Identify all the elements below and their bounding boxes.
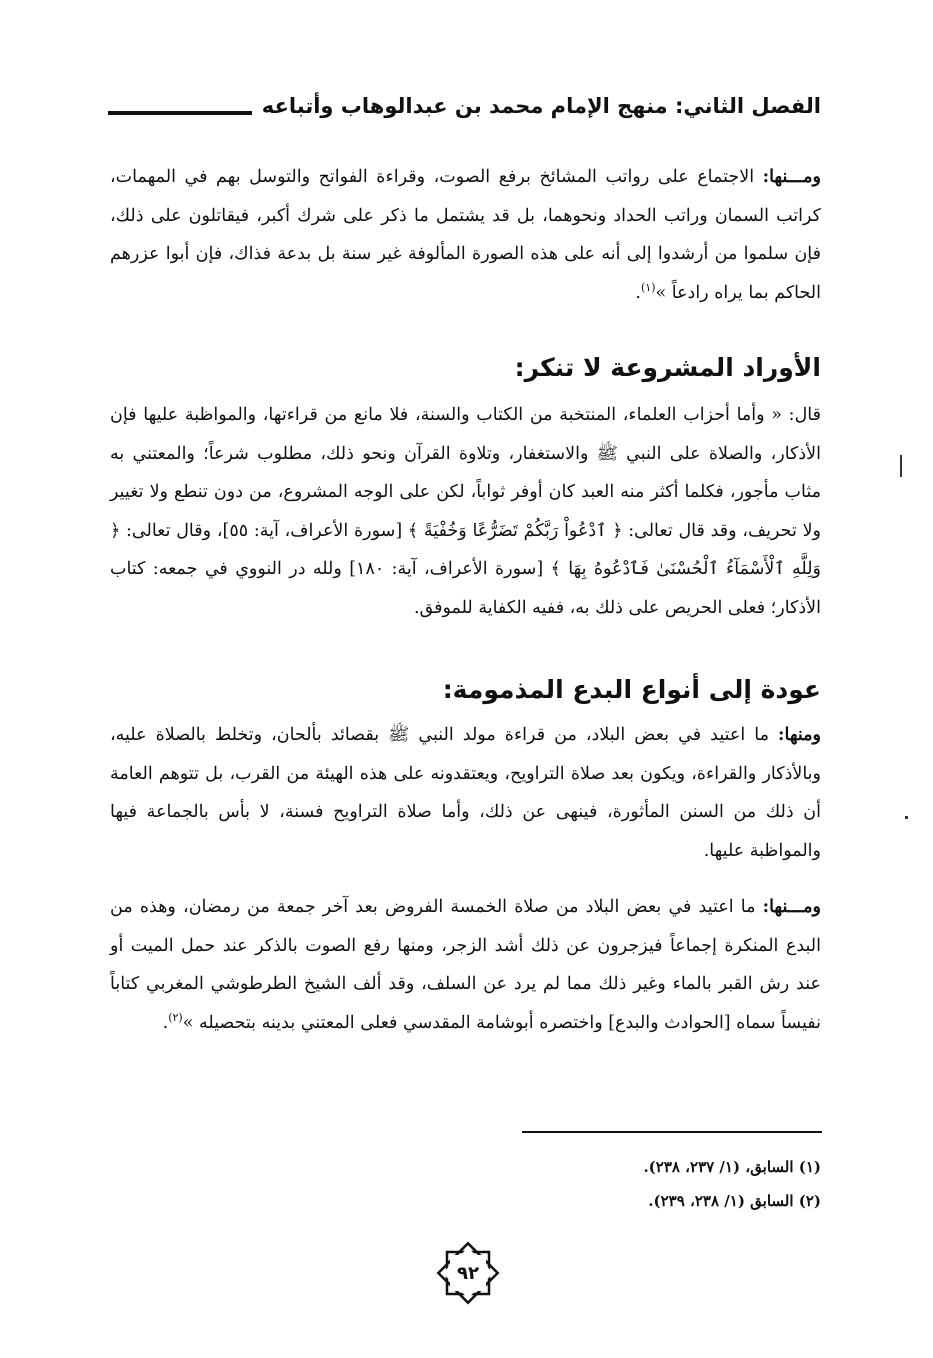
paragraph-1 <box>110 158 821 312</box>
paragraph-lead: ومـــنها: <box>762 897 821 917</box>
paragraph-4 <box>110 888 821 1042</box>
footnote-1: (١) السابق، (١/ ٢٣٧، ٢٣٨). <box>643 1158 821 1176</box>
paragraph-text: قال: « وأما أحزاب العلماء، المنتخبة من الكتاب والسنة، فلا مانع من قراءتها، والمواظبة عليها فإن الأذكار، والصلاة على النبي ﷺ والاستغفار، وتلاوة القرآن ونحو ذلك، مطلوب شرعاً؛ والمعتني به مثاب مأجور، فكلما أكثر منه العبد كان أوفر ثواباً، لكن على الوجه المشروع، من دون تنطع ولا تغيير ولا تحريف، وقد قال تعالى: ﴿ ٱدْعُواْ رَبَّكُمْ تَضَرُّعًا وَخُفْيَةً ﴾ [سورة الأعراف، آية: ٥٥]، وقال تعالى: ﴿ وَلِلَّهِ ٱلْأَسْمَآءُ ٱلْحُسْنَىٰ فَٱدْعُوهُ بِهَا ﴾ [سورة الأعراف، آية: ١٨٠] ولله در النووي في جمعه: كتاب الأذكار؛ فعلى الحريص على ذلك به، ففيه الكفاية للموفق. <box>110 405 822 618</box>
footnote-ref-1[interactable]: (١) <box>640 280 656 294</box>
page-number-badge <box>433 1238 503 1308</box>
section-heading-legit-awrad: الأوراد المشروعة لا تنكر: <box>514 353 821 382</box>
paragraph-end: . <box>162 1012 169 1033</box>
paragraph-end: . <box>635 282 641 303</box>
paragraph-lead: ومـــنها: <box>762 167 821 187</box>
paragraph-text: ما اعتيد في بعض البلاد، من قراءة مولد النبي ﷺ بقصائد بألحان، وتخلط بالصلاة عليه، وبالأذكار والقراءة، ويكون بعد صلاة التراويح، ويعتقدونه على هذه الهيئة من القرب، بل تتوهم العامة أن ذلك من السنن المأثورة، فينهى عن ذلك، وأما صلاة التراويح فسنة، لا بأس بالجماعة فيها والمواظبة عليها. <box>110 725 821 861</box>
header-rule <box>108 111 252 115</box>
chapter-header <box>108 86 821 126</box>
footnote-ref-2[interactable]: (٢) <box>168 1010 183 1024</box>
paragraph-lead: ومنها: <box>778 725 821 745</box>
paragraph-text: الاجتماع على رواتب المشائخ برفع الصوت، وقراءة الفواتح والتوسل بهم في المهمات، كراتب السمان وراتب الحداد ونحوهما، بل قد يشتمل ما ذكر على شرك أكبر، فيقاتلون على ذلك، فإن سلموا من أرشدوا إلى أنه على هذه الصورة المألوفة غير سنة بل بدعة فذاك، فإن أبوا عزرهم الحاكم بما يراه رادعاً » <box>110 167 821 303</box>
paragraph-text: ما اعتيد في بعض البلاد من صلاة الخمسة الفروض بعد آخر جمعة من رمضان، وهذه من البدع المنكرة إجماعاً فيزجرون عن ذلك أشد الزجر، ومنها رفع الصوت بالذكر عند حمل الميت أو عند رش القبر بالماء وغير ذلك مما لم يرد عن السلف، وقد ألف الشيخ الطرطوشي المغربي كتاباً نفيساً سماه [الحوادث والبدع] واختصره أبوشامة المقدسي فعلى المعتني بدينه بتحصيله » <box>110 897 821 1033</box>
section-heading-blameworthy-bida: عودة إلى أنواع البدع المذمومة: <box>442 675 821 704</box>
paragraph-2 <box>110 396 821 627</box>
footnote-separator <box>522 1131 822 1133</box>
paragraph-3 <box>110 716 821 870</box>
scan-margin-mark <box>900 455 902 477</box>
page-number: ٩٢ <box>457 1262 479 1284</box>
chapter-title: الفصل الثاني: منهج الإمام محمد بن عبدالوهاب وأتباعه <box>261 94 821 118</box>
footnote-2: (٢) السابق (١/ ٢٣٨، ٢٣٩). <box>648 1192 821 1210</box>
scan-margin-dot <box>905 816 908 819</box>
footnotes <box>643 1150 821 1218</box>
